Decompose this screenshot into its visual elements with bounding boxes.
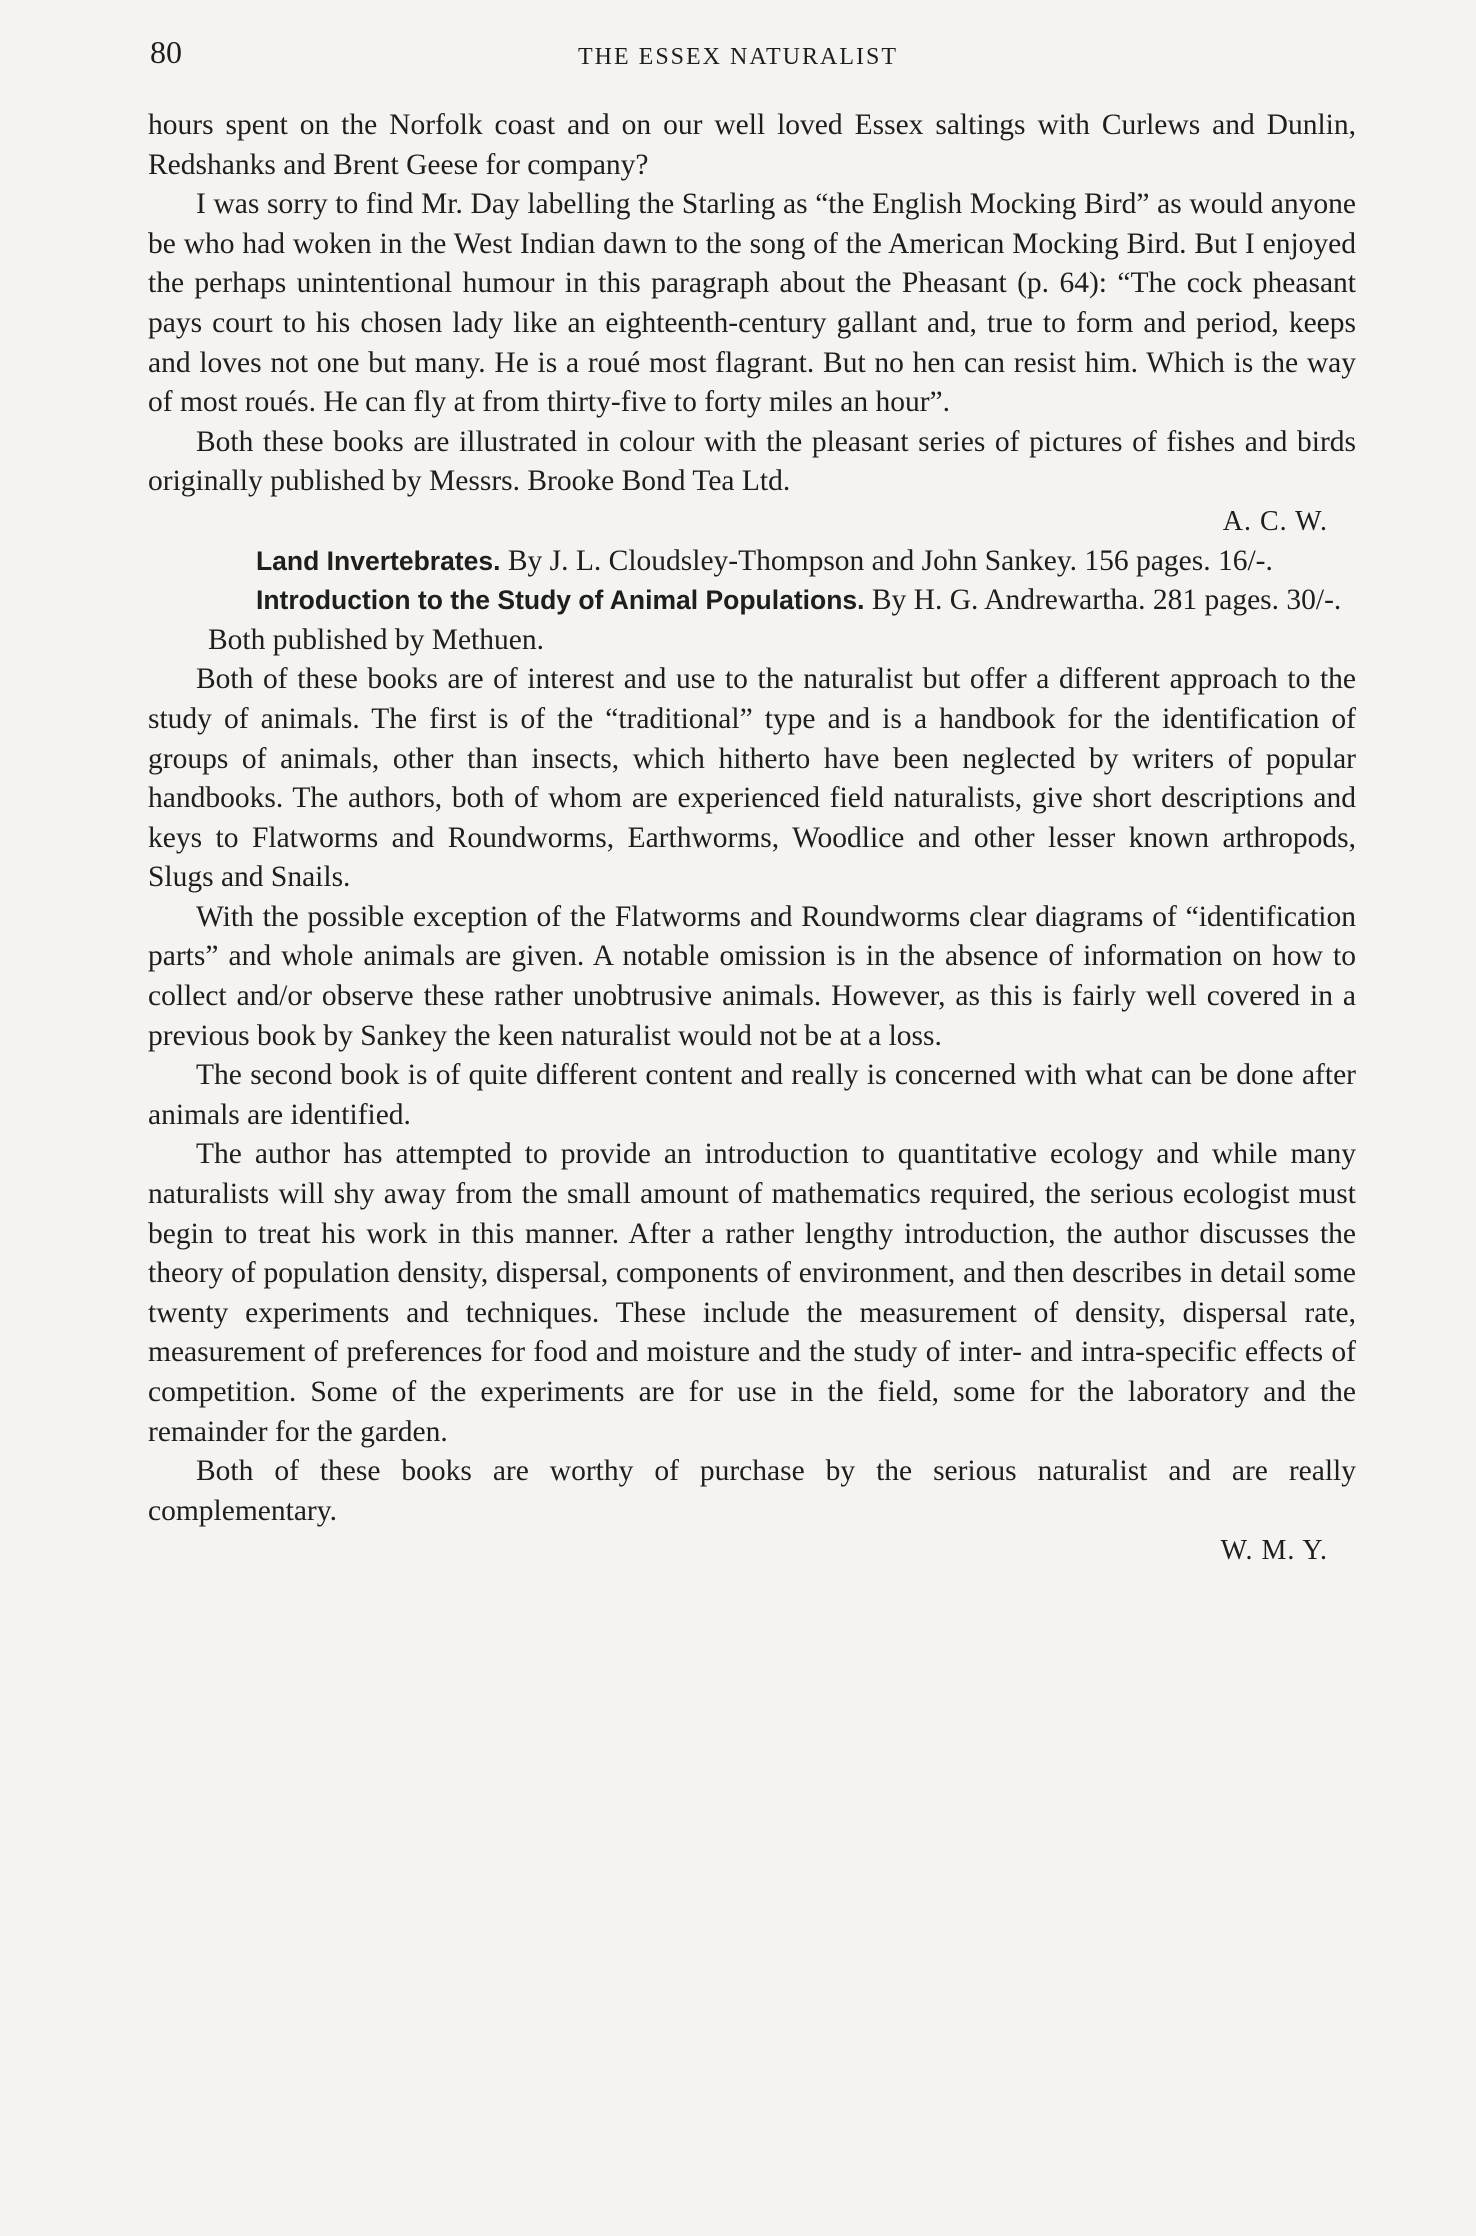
book-heading-animal-populations [148,581,1356,660]
review2-paragraph-2: With the possible exception of the Flatworms and Roundworms clear diagrams of “identification parts” and whole animals are given. A notable omission is in the absence of information on how to collect and/or observe these rather unobtrusive animals. However, as this is fairly well covered in a previous book by Sankey the keen naturalist would not be at a loss. [148,900,1356,1052]
review2-paragraph-1: Both of these books are of interest and use to the naturalist but offer a different approach to the study of animals. The first is of the “traditional” type and is a handbook for the identification of groups of animals, other than insects, which hitherto have been neglected by writers of popular handbooks. The authors, both of whom are experienced field naturalists, give short descriptions and keys to Flatworms and Roundworms, Earthworms, Woodlice and other lesser known arthropods, Slugs and Snails. [148,663,1356,894]
review1-paragraph-1: hours spent on the Norfolk coast and on our well loved Essex saltings with Curlews and Dunlin, Redshanks and Brent Geese for company? [148,109,1356,181]
review1-paragraph-3: Both these books are illustrated in colour with the pleasant series of pictures of fishes and birds originally published by Messrs. Brooke Bond Tea Ltd. [148,425,1356,498]
review2-paragraph-3: The second book is of quite different content and really is concerned with what can be done after animals are identified. [148,1059,1356,1131]
book-details: By J. L. Cloudsley-Thompson and John Sankey. 156 pages. 16/-. [507,544,1273,577]
review2-paragraph-5: Both of these books are worthy of purchase by the serious naturalist and are really complementary. [148,1455,1356,1527]
book-title: Introduction to the Study of Animal Populations. [256,585,865,616]
article-body [148,106,1356,1571]
book-heading-land-invertebrates [148,542,1356,582]
review2-paragraph-4: The author has attempted to provide an introduction to quantitative ecology and while many naturalists will shy away from the small amount of mathematics required, the serious ecologist must begin to treat his work in this manner. After a rather lengthy introduction, the author discusses the theory of population density, dispersal, components of environment, and then describes in detail some twenty experiments and techniques. These include the measurement of density, dispersal rate, measurement of preferences for food and moisture and the study of inter- and intra-specific effects of competition. Some of the experiments are for use in the field, some for the laboratory and the remainder for the garden. [148,1138,1356,1448]
review1-signature: A. C. W. [1222,505,1328,537]
book-details: By H. G. Andrewartha. 281 pages. 30/-. Both published by Methuen. [208,584,1342,656]
review1-paragraph-2: I was sorry to find Mr. Day labelling the Starling as “the English Mocking Bird” as would anyone be who had woken in the West Indian dawn to the song of the American Mocking Bird. But I enjoyed the perhaps unintentional humour in this paragraph about the Pheasant (p. 64): “The cock pheasant pays court to his chosen lady like an eighteenth-century gallant and, true to form and period, keeps and loves not one but many. He is a roué most flagrant. But no hen can resist him. Which is the way of most roués. He can fly at from thirty-five to forty miles an hour”. [148,188,1356,419]
running-title: THE ESSEX NATURALIST [578,44,898,70]
page-number: 80 [150,34,182,70]
review2-signature: W. M. Y. [1220,1535,1328,1567]
book-title: Land Invertebrates. [256,545,501,576]
